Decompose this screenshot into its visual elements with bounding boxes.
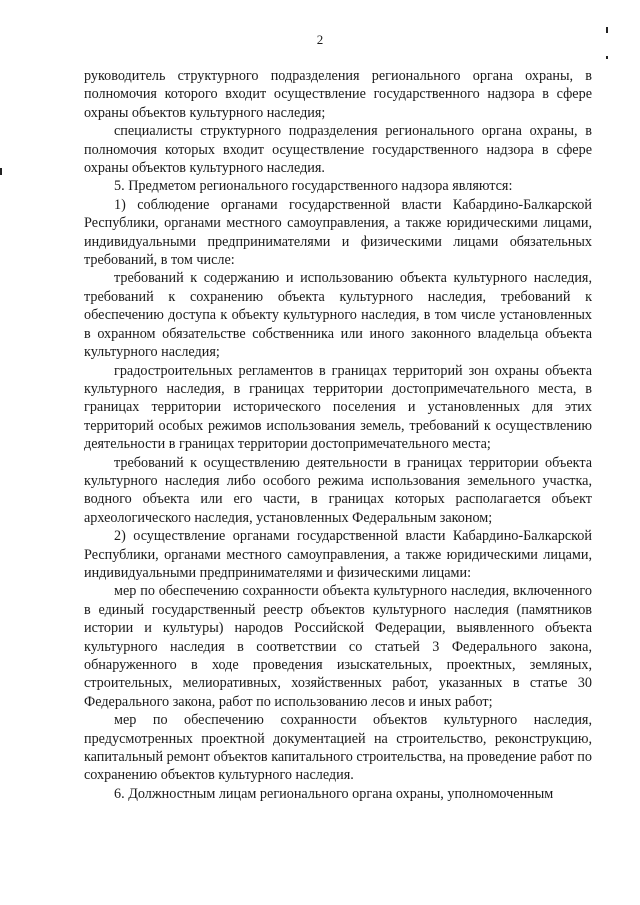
paragraph: 5. Предметом регионального государственного надзора являются: bbox=[114, 178, 513, 195]
paragraph: 1) соблюдение органами государственной власти Кабардино-Балкарской Республики, органами местного самоуправления, а также юридическими лицами, индивидуальными предпринимателями и физическими лицами обязательных требований, в том числе: bbox=[84, 196, 592, 269]
paragraph: мер по обеспечению сохранности объекта культурного наследия, включенного в единый государственный реестр объектов культурного наследия (памятников истории и культуры) народов Российской Федерации, выявленного объекта культурного наследия в соответствии со статьей 3 Федерального закона, обнаруженного в ходе проведения изыскательных, проектных, земляных, строительных, мелиоративных, хозяйственных работ, указанных в статье 30 Федерального закона, работ по использованию лесов и иных работ; bbox=[84, 583, 592, 710]
paragraph: 2) осуществление органами государственной власти Кабардино-Балкарской Республики, органами местного самоуправления, а также юридическими лицами, индивидуальными предпринимателями и физическими лицами: bbox=[84, 528, 592, 581]
scan-mark-left bbox=[0, 168, 2, 175]
paragraph: градостроительных регламентов в границах территорий зон охраны объекта культурного наследия, в границах территории достопримечательного места, в границах территории исторического поселения и установленных для этих территорий особых режимов использования земель, требований к осуществлению деятельности в границах территории достопримечательного места; bbox=[84, 362, 592, 453]
paragraph: 6. Должностным лицам регионального органа охраны, уполномоченным bbox=[114, 785, 554, 802]
scan-mark-top-right bbox=[606, 27, 608, 33]
paragraph: специалисты структурного подразделения регионального органа охраны, в полномочия которых входит осуществление государственного надзора в сфере охраны объектов культурного наследия. bbox=[84, 123, 592, 177]
paragraph: мер по обеспечению сохранности объектов культурного наследия, предусмотренных проектной документацией на строительство, реконструкцию, капитальный ремонт объектов капитального строительства, на проведение работ по сохранению объектов культурного наследия. bbox=[84, 712, 592, 784]
document-body bbox=[84, 67, 592, 803]
paragraph: руководитель структурного подразделения регионального органа охраны, в полномочия которого входит осуществление государственного надзора в сфере охраны объектов культурного наследия; bbox=[84, 68, 592, 121]
paragraph: требований к осуществлению деятельности в границах территории объекта культурного наследия либо особого режима использования земельного участка, водного объекта или его части, в границах которых располагается объект археологического наследия, установленных Федеральным законом; bbox=[84, 454, 592, 526]
page-number: 2 bbox=[316, 32, 324, 47]
scan-mark-right bbox=[606, 56, 608, 59]
paragraph: требований к содержанию и использованию объекта культурного наследия, требований к сохранению объекта культурного наследия, требований к обеспечению доступа к объекту культурного наследия, в том числе установленных в охранном обязательстве собственника или иного законного владельца объекта культурного наследия; bbox=[84, 270, 592, 361]
